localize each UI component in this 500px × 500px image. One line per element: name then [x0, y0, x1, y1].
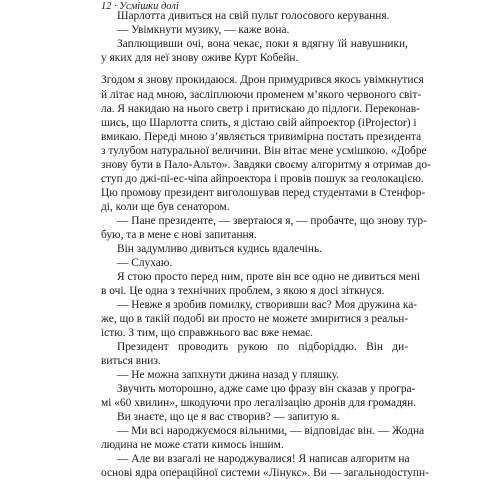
- text-line: же, що в такій подобі ви просто не можете змиритися з реальн-: [101, 312, 409, 325]
- text-line: — Не можна запхнути джина назад у пляшку.: [117, 368, 339, 381]
- text-line: у яких для неї знову оживе Курт Кобейн.: [101, 52, 299, 65]
- text-line: — Невже я зробив помилку, створивши вас? Моя дружина ка-: [117, 298, 418, 311]
- text-line: в очі. Це одна з технічних проблем, з якою я досі зіткнуся.: [101, 284, 385, 297]
- text-line: ступ до джі-пі-ес-чіпа айпроектора і провів пошук за геолокацією.: [101, 172, 424, 185]
- text-line: Я стою просто перед ним, проте він все одно не дивиться мені: [117, 270, 421, 283]
- text-line: Він задумливо дивиться кудись вдалечінь.: [117, 242, 322, 255]
- text-line: Заплющивши очі, вона чекає, поки я вдягну їй навушники,: [117, 38, 408, 51]
- text-line: виться вниз.: [101, 354, 161, 367]
- text-line: Звучить моторошно, адже саме цю фразу він сказав у програ-: [117, 382, 416, 395]
- text-line: — Слухаю.: [117, 256, 173, 269]
- text-line: — Увімкнути музику, — каже вона.: [117, 24, 290, 37]
- text-line: Згодом я знову прокидаюся. Дрон примудрився якось увімкнутися: [101, 74, 424, 87]
- text-line: істю. З тим, що справжнього вас вже немає.: [101, 326, 313, 339]
- text-line: ді, коли ще був сенатором.: [101, 200, 230, 213]
- text-line: ла. Я накидаю на нього светр і притискаю до підлоги. Переконав-: [101, 102, 420, 115]
- text-line: знову бути в Пало-Альто». Завдяки своєму алгоритму я отримав до-: [101, 158, 431, 171]
- text-line: Цю промову президент виголошував перед студентами в Стенфор-: [101, 186, 426, 199]
- text-line: Президент проводить рукою по підборіддю. Він ди-: [117, 340, 408, 353]
- text-line: Шарлотта дивиться на свій пульт голосового керування.: [117, 10, 390, 22]
- text-line: мі «60 хвилин», шкодуючи про легалізацію дронів для громадян.: [101, 396, 417, 409]
- text-line: бую, та в мене є нові запитання.: [101, 228, 257, 241]
- text-line: — Пане президенте, — звертаюся я, — пробачте, що знову тур-: [117, 214, 427, 227]
- text-line: основі ядра операційної системи «Лінукс». Ви — загальнодоступн-: [101, 466, 429, 479]
- text-line: — Ми всі народжуємося вільними, — відповідає він. — Жодна: [117, 424, 425, 437]
- text-line: вмикаю. Переді мною з’являється тривимірна постать президента: [101, 130, 422, 143]
- text-line: й літає над мною, засліплюючи променем м’якого червоного світ-: [101, 88, 422, 101]
- running-head: 12 · Усмішки долі: [101, 1, 179, 12]
- text-line: з тулубом натуральної величини. Він вітає мене усмішкою. «Добре: [101, 144, 427, 157]
- text-line: — Але ви взагалі не народжувалися! Я написав алгоритм на: [117, 452, 410, 465]
- text-line: людина не може стати кимось іншим.: [101, 438, 284, 451]
- text-line: шись, що Шарлотта спить, я дістаю свій айпроектор (iProjector) і: [101, 116, 417, 129]
- text-line: Ви знаєте, що це я вас створив? — запитую я.: [117, 410, 340, 423]
